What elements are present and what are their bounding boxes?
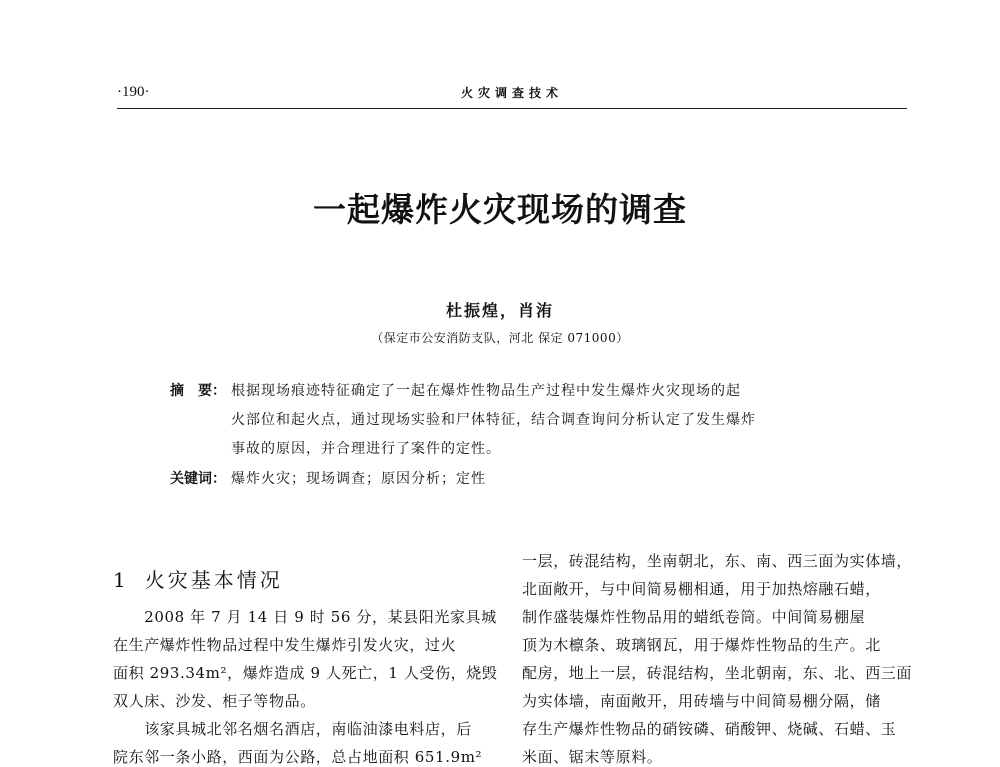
article-title: 一起爆炸火灾现场的调查 — [313, 190, 687, 229]
body-line: 为实体墙，南面敞开，用砖墙与中间简易棚分隔，储 — [522, 692, 881, 710]
affiliation: （保定市公安消防支队，河北 保定 071000） — [371, 331, 629, 345]
page-number: ·190· — [117, 84, 150, 100]
keywords-text: 爆炸火灾；现场调查；原因分析；定性 — [231, 471, 486, 487]
section-heading — [113, 564, 283, 593]
body-line: 配房，地上一层，砖混结构，坐北朝南，东、北、西三面 — [522, 664, 913, 682]
body-line: 双人床、沙发、柜子等物品。 — [113, 692, 316, 710]
body-line: 该家具城北邻名烟名酒店，南临油漆电料店，后 — [113, 720, 472, 738]
keywords-label: 关键词： — [170, 471, 226, 487]
journal-title: 火灾调查技术 — [460, 86, 563, 100]
body-line: 在生产爆炸性物品过程中发生爆炸引发火灾，过火 — [113, 636, 457, 654]
body-line: 存生产爆炸性物品的硝铵磷、硝酸钾、烧碱、石蜡、玉 — [522, 720, 897, 738]
body-line: 一层，砖混结构，坐南朝北，东、南、西三面为实体墙， — [522, 552, 913, 570]
section-title: 火灾基本情况 — [144, 568, 283, 592]
running-header — [117, 82, 907, 109]
abstract-line: 火部位和起火点，通过现场实验和尸体特征，结合调查询问分析认定了发生爆炸 — [231, 412, 756, 428]
body-line: 2008 年 7 月 14 日 9 时 56 分，某县阳光家具城 — [113, 608, 497, 626]
body-line: 院东邻一条小路，西面为公路，总占地面积 651.9m² — [113, 748, 483, 766]
body-line: 北面敞开，与中间简易棚相通，用于加热熔融石蜡， — [522, 580, 881, 598]
section-number: 1 — [113, 568, 129, 592]
authors: 杜振煌，肖洧 — [445, 301, 554, 320]
abstract-label: 摘 要： — [170, 383, 226, 399]
abstract-line: 事故的原因，并合理进行了案件的定性。 — [231, 441, 501, 457]
abstract-line: 根据现场痕迹特征确定了一起在爆炸性物品生产过程中发生爆炸火灾现场的起 — [231, 383, 741, 399]
body-line: 顶为木檩条、玻璃钢瓦，用于爆炸性物品的生产。北 — [522, 636, 881, 654]
body-line: 面积 293.34m²，爆炸造成 9 人死亡，1 人受伤，烧毁 — [113, 664, 498, 682]
body-line: 制作盛装爆炸性物品用的蜡纸卷筒。中间简易棚屋 — [522, 608, 866, 626]
body-line: 米面、锯末等原料。 — [522, 748, 663, 766]
